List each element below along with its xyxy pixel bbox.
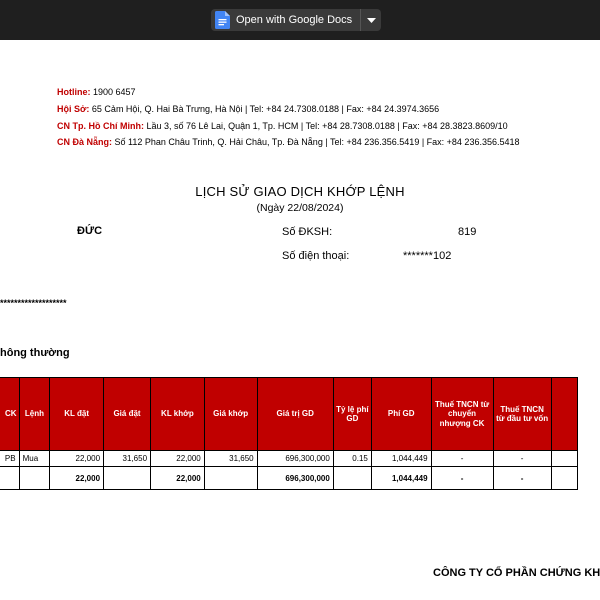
total-kl-dat: 22,000 [50, 467, 104, 490]
hotline-value: 1900 6457 [93, 87, 136, 97]
cell-extra [551, 451, 577, 467]
contact-hotline [57, 87, 136, 97]
cell-ty-le: 0.15 [333, 451, 371, 467]
danang-value: Số 112 Phan Châu Trinh, Q. Hải Châu, Tp. Đà Nẵng | Tel: +84 236.356.5419 | Fax: +84 236.356.5418 [114, 137, 520, 147]
cell-gia-tri: 696,300,000 [257, 451, 333, 467]
phone-label: Số điện thoại: [282, 250, 350, 262]
contact-danang [57, 137, 520, 147]
hcm-label: CN Tp. Hồ Chí Minh: [57, 121, 144, 131]
contact-hcm [57, 121, 508, 131]
section-label: hông thường [0, 347, 70, 359]
open-with-google-docs-main[interactable] [211, 9, 360, 31]
hotline-label: Hotline: [57, 87, 91, 97]
total-cell-lenh [19, 467, 50, 490]
danang-label: CN Đà Nẵng: [57, 137, 113, 147]
viewer-toolbar [0, 0, 600, 40]
hanoi-label: Hội Sở: [57, 104, 90, 114]
cell-thue-cn: - [431, 451, 493, 467]
table-total-row [0, 467, 578, 490]
dksh-label: Số ĐKSH: [282, 226, 333, 238]
total-cell-gia-khop [204, 467, 257, 490]
cell-kl-dat: 22,000 [50, 451, 104, 467]
cell-kl-khop: 22,000 [151, 451, 205, 467]
cell-gia-dat: 31,650 [104, 451, 151, 467]
header-lenh: Lệnh [19, 378, 50, 451]
customer-name: ĐỨC [77, 225, 103, 237]
document-page [0, 40, 600, 600]
table-row [0, 451, 578, 467]
total-phi: 1,044,449 [371, 467, 431, 490]
cell-lenh: Mua [19, 451, 50, 467]
header-thue-cn: Thuế TNCN từ chuyển nhượng CK [431, 378, 493, 451]
header-gia-dat: Giá đặt [104, 378, 151, 451]
header-ty-le: Tỷ lệ phí GD [333, 378, 371, 451]
hanoi-value: 65 Cảm Hội, Q. Hai Bà Trưng, Hà Nội | Tel: +84 24.7308.0188 | Fax: +84 24.3974.3656 [91, 104, 440, 114]
report-date: (Ngày 22/08/2024) [256, 202, 344, 214]
total-thue-dt: - [493, 467, 551, 490]
contact-hanoi [57, 104, 439, 114]
table-header-row [0, 378, 578, 451]
total-cell-extra [551, 467, 577, 490]
cell-gia-khop: 31,650 [204, 451, 257, 467]
open-with-google-docs-button[interactable] [211, 9, 381, 31]
header-gia-tri: Giá trị GD [257, 378, 333, 451]
hcm-value: Lầu 3, số 76 Lê Lai, Quận 1, Tp. HCM | Tel: +84 28.7308.0188 | Fax: +84 28.3823.8609/10 [146, 121, 508, 131]
phone-value: *******102 [403, 250, 452, 262]
total-kl-khop: 22,000 [151, 467, 205, 490]
header-ck: CK [0, 378, 19, 451]
total-cell-gia-dat [104, 467, 151, 490]
total-cell-ck [0, 467, 19, 490]
total-cell-ty-le [333, 467, 371, 490]
total-thue-cn: - [431, 467, 493, 490]
footer-company: CÔNG TY CỔ PHẦN CHỨNG KH [433, 567, 600, 579]
header-kl-dat: KL đặt [50, 378, 104, 451]
cell-ck: PB [0, 451, 19, 467]
google-docs-icon [215, 11, 230, 29]
header-phi: Phí GD [371, 378, 431, 451]
cell-thue-dt: - [493, 451, 551, 467]
caret-down-icon[interactable] [361, 9, 381, 31]
open-with-label: Open with Google Docs [236, 14, 353, 26]
header-kl-khop: KL khớp [151, 378, 205, 451]
header-thue-dt: Thuế TNCN từ đầu tư vốn [493, 378, 551, 451]
total-gia-tri: 696,300,000 [257, 467, 333, 490]
account-masked: ******************* [0, 298, 67, 308]
header-extra [551, 378, 577, 451]
header-gia-khop: Giá khớp [204, 378, 257, 451]
cell-phi: 1,044,449 [371, 451, 431, 467]
trade-history-table [0, 377, 578, 490]
dksh-value: 819 [458, 226, 477, 238]
report-title: LỊCH SỬ GIAO DỊCH KHỚP LỆNH [195, 184, 405, 199]
